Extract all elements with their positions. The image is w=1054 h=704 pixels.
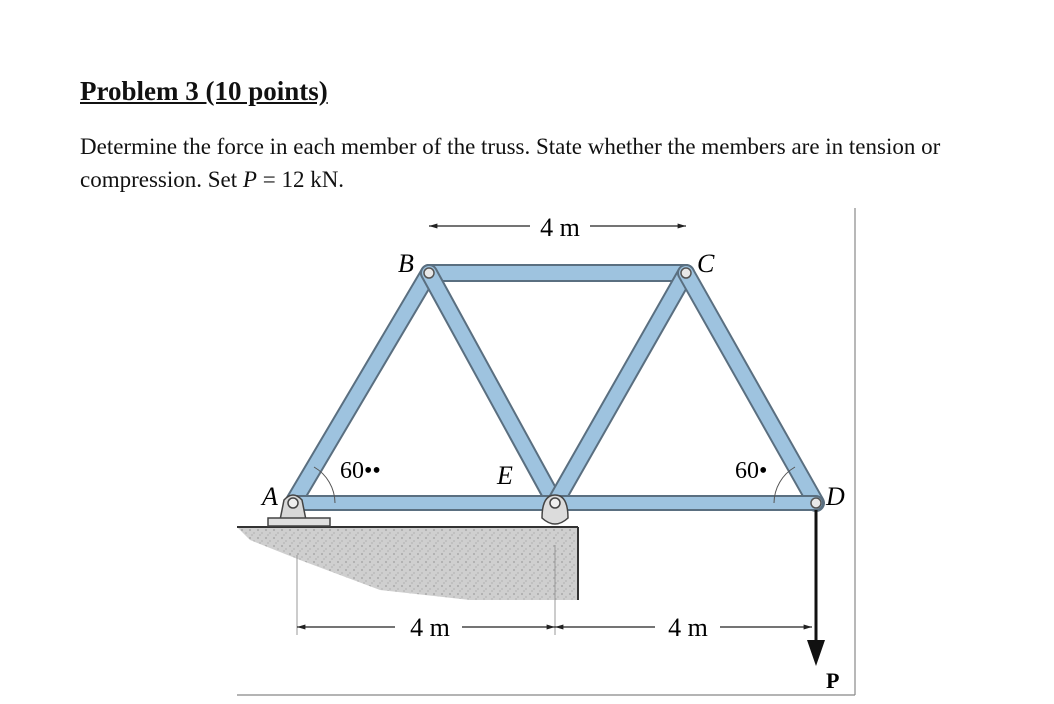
statement-text: Determine the force in each member of the truss. State whether the members are in tension or compression. Set <box>80 134 941 192</box>
joint-label-c: C <box>697 249 715 278</box>
pin-c <box>681 268 691 278</box>
pin-d <box>811 498 821 508</box>
top-dimension <box>429 213 686 242</box>
problem-title: Problem 3 (10 points) <box>80 76 328 106</box>
pin-b <box>424 268 434 278</box>
angle-label-left: 60•• <box>340 458 381 484</box>
angle-label-right: 60• <box>735 458 768 484</box>
statement-value: = 12 kN. <box>256 167 345 192</box>
joint-label-d: D <box>826 482 845 511</box>
load-arrow <box>807 510 825 666</box>
load-label: P <box>826 668 840 693</box>
bottom-dimension-right-label: 4 m <box>668 613 708 642</box>
rocker-support-e <box>542 495 568 524</box>
joint-label-a: A <box>262 482 278 511</box>
joint-label-b: B <box>398 249 414 278</box>
member-be <box>429 273 555 503</box>
member-ce <box>555 273 686 503</box>
top-dimension-label: 4 m <box>540 213 580 242</box>
joint-label-e: E <box>497 461 513 490</box>
bottom-dimension-left-label: 4 m <box>410 613 450 642</box>
ground <box>237 527 578 600</box>
load-variable: P <box>242 167 257 192</box>
